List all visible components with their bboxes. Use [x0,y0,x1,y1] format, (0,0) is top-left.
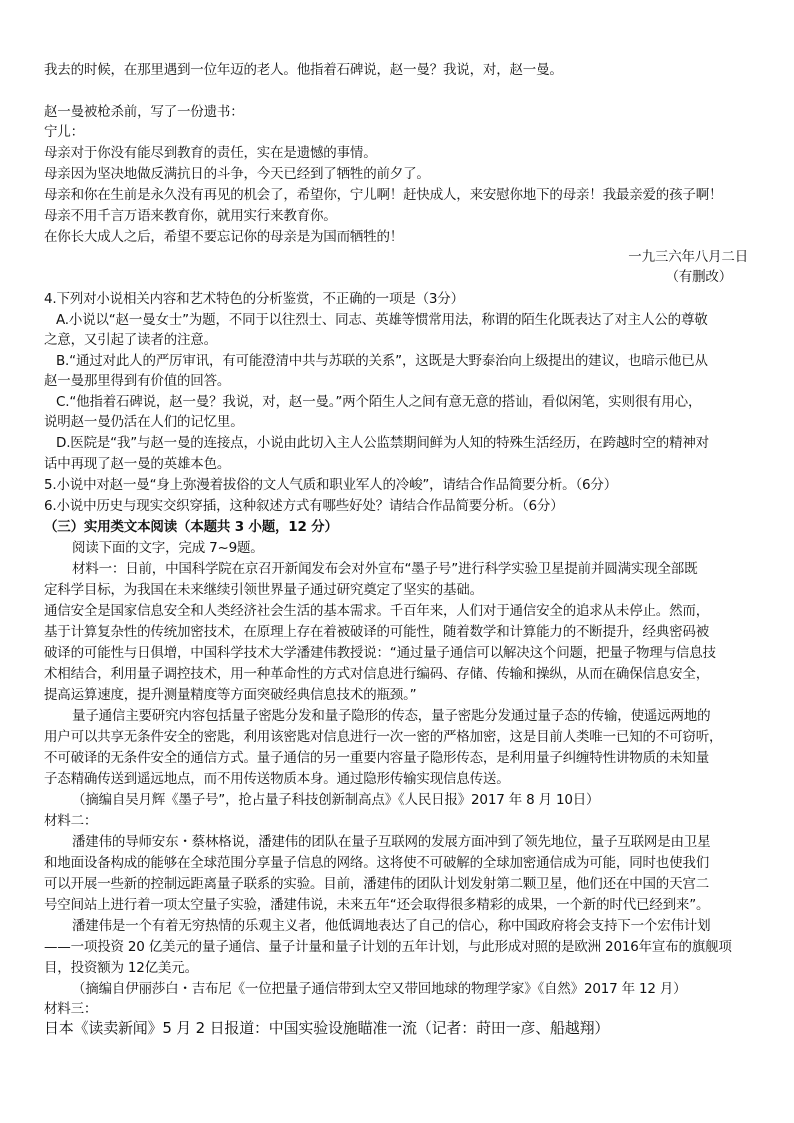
material-1-paragraph-2: 用户可以共享无条件安全的密匙，利用该密匙对信息进行一次一密的严格加密，这是目前人类唯一已知的不可窃听， [44,729,723,745]
material-2-line: 和地面设备构成的能够在全球范围分享量子信息的网络。这将使不可破解的全球加密通信成为可能，同时也使我们 [44,855,709,871]
question-4-option-b: B.“通过对此人的严厉审讯，有可能澄清中共与苏联的关系”，这既是大野泰治向上级提出的建议，也暗示他已从 [56,353,708,369]
will-line: 母亲和你在生前是永久没有再见的机会了，希望你，宁儿啊！赶快成人，来安慰你地下的母亲！我最亲爱的孩子啊！ [44,187,723,203]
question-4-option-b-cont: 赵一曼那里得到有价值的回答。 [44,373,231,389]
material-2-paragraph-2: 目，投资额为 12亿美元。 [44,960,198,976]
revision-note: （有删改） [665,269,732,285]
material-1-line: 基于计算复杂性的传统加密技术，在原理上存在着被破译的可能性，随着数学和计算能力的不断提升，经典密码被 [44,624,709,640]
question-4-option-c: C.“他指着石碑说，赵一曼？我说，对，赵一曼。”两个陌生人之间有意无意的搭讪，看似闲笔，实则很有用心， [56,394,702,410]
material-1-line: 定科学目标，为我国在未来继续引领世界量子通过研究奠定了坚实的基础。 [44,582,483,598]
material-1-line: 提高运算速度，提升测量精度等方面突破经典信息技术的瓶颈。” [44,687,417,703]
material-1-paragraph-2: 量子通信主要研究内容包括量子密匙分发和量子隐形的传态，量子密匙分发通过量子态的传输，使遥远两地的 [72,708,711,724]
material-3-label: 材料三： [44,1001,98,1017]
material-1-paragraph-2: 不可破译的无条件安全的通信方式。量子通信的另一重要内容量子隐形传态，是利用量子纠缠特性讲物质的未知量 [44,750,709,766]
material-1-line: 通信安全是国家信息安全和人类经济社会生活的基本需求。千百年来，人们对于通信安全的追求从未停止。然而， [44,603,709,619]
question-6: 6.小说中历史与现实交织穿插，这种叙述方式有哪些好处？请结合作品简要分析。（6分） [44,498,564,514]
will-line: 母亲对于你没有能尽到教育的责任，实在是遗憾的事情。 [44,145,377,161]
material-1-line: 材料一：日前，中国科学院在京召开新闻发布会对外宣布“墨子号”进行科学实验卫星提前并圆满实现全部既 [72,561,698,577]
story-paragraph: 我去的时候，在那里遇到一位年迈的老人。他指着石碑说，赵一曼？我说，对，赵一曼。 [44,62,563,78]
question-4-option-d-cont: 话中再现了赵一曼的英雄本色。 [44,456,231,472]
material-3-line: 日本《读卖新闻》5 月 2 日报道：中国实验设施瞄准一流（记者：莳田一彦、船越翔） [44,1019,610,1037]
material-2-label: 材料二： [44,813,98,829]
section-heading: （三）实用类文本阅读（本题共 3 小题，12 分） [44,519,338,535]
question-4-option-a: A.小说以“赵一曼女士”为题，不同于以往烈士、同志、英雄等惯常用法，称谓的陌生化既表达了对主人公的尊敬 [56,312,708,328]
will-date: 一九三六年八月二日 [628,249,748,265]
question-4-option-d: D.医院是“我”与赵一曼的连接点，小说由此切入主人公监禁期间鲜为人知的特殊生活经历，在跨越时空的精神对 [56,435,709,451]
material-2-source: （摘编自伊丽莎白・吉布尼《一位把量子通信带到太空又带回地球的物理学家》《自然》2017 年 12 月） [72,981,687,997]
will-line: 宁儿： [44,124,84,140]
material-1-line: 破译的可能性与日俱增，中国科学技术大学潘建伟教授说：“通过量子通信可以解决这个问题，把量子物理与信息技 [44,645,716,661]
section-instruction: 阅读下面的文字，完成 7~9题。 [72,540,264,556]
material-2-line: 潘建伟的导师安东・蔡林格说，潘建伟的团队在量子互联网的发展方面冲到了领先地位，量子互联网是由卫星 [72,834,711,850]
question-5: 5.小说中对赵一曼“身上弥漫着拔俗的文人气质和职业军人的冷峻”，请结合作品简要分析。（6分） [44,477,618,493]
will-line: 母亲不用千言万语来教育你，就用实行来教育你。 [44,208,337,224]
material-2-line: 可以开展一些新的控制远距离量子联系的实验。目前，潘建伟的团队计划发射第二颗卫星，他们还在中国的天宫二 [44,876,709,892]
will-line: 母亲因为坚决地做反满抗日的斗争，今天已经到了牺牲的前夕了。 [44,166,430,182]
will-intro: 赵一曼被枪杀前，写了一份遗书： [44,104,244,120]
material-2-paragraph-2: 潘建伟是一个有着无穷热情的乐观主义者，他低调地表达了自己的信心，称中国政府将会支持下一个宏伟计划 [72,918,711,934]
question-4-option-c-cont: 说明赵一曼仍活在人们的记忆里。 [44,414,244,430]
material-1-paragraph-2: 子态精确传送到遥远地点，而不用传送物质本身。通过隐形传输实现信息传送。 [44,771,510,787]
material-1-line: 术相结合，利用量子调控技术，用一种革命性的方式对信息进行编码、存储、传输和操纵，从而在确保信息安全， [44,666,709,682]
material-1-source: （摘编自吴月辉《墨子号”，抢占量子科技创新制高点》《人民日报》2017 年 8 月 10日） [72,792,600,808]
material-2-line: 号空间站上进行着一项太空量子实验，潘建伟说，未来五年“还会取得很多精彩的成果，一个新的时代已经到来”。 [44,897,710,913]
material-2-paragraph-2: ——一项投资 20 亿美元的量子通信、量子计量和量子计划的五年计划，与此形成对照的是欧洲 2016年宣布的旗舰项 [44,939,732,955]
question-4-stem: 4.下列对小说相关内容和艺术特色的分析鉴赏，不正确的一项是（3分） [44,291,464,307]
will-line: 在你长大成人之后，希望不要忘记你的母亲是为国而牺牲的！ [44,229,404,245]
question-4-option-a-cont: 之意，又引起了读者的注意。 [44,332,217,348]
